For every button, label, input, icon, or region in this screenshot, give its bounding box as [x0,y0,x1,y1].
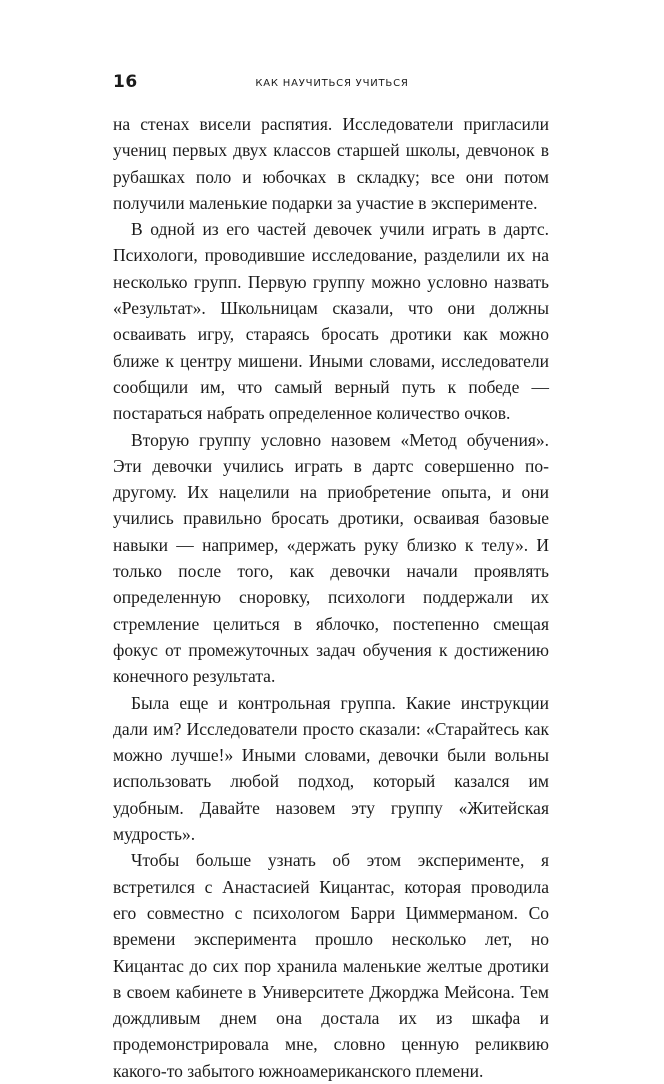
paragraph-2: В одной из его частей девочек учили играть в дартс. Психологи, проводившие исследование, разделили их на несколько групп. Первую группу можно условно назвать «Результат». Школьницам сказали, что они должны осваивать игру, стараясь бросать дротики как можно ближе к центру мишени. Иными словами, исследователи сообщили им, что самый верный путь к победе — постараться набрать определенное количество очков. [113,219,549,424]
paragraph-5: Чтобы больше узнать об этом эксперименте, я встретился с Анастасией Кицантас, которая проводила его совместно с психологом Барри Циммерманом. Со времени эксперимента прошло несколько лет, но Кицантас до сих пор хранила маленькие желтые дротики в своем кабинете в Университете Джорджа Мейсона. Тем дождливым днем она достала их из шкафа и продемонстрировала мне, словно ценную реликвию какого-то забытого южноамериканского племени. [113,850,549,1081]
running-head [113,72,551,96]
paragraph-4: Была еще и контрольная группа. Какие инструкции дали им? Исследователи просто сказали: «Старайтесь как можно лучше!» Иными словами, девочки были вольны использовать любой подход, который казался им удобным. Давайте назовем эту группу «Житейская мудрость». [113,692,549,845]
book-title: КАК НАУЧИТЬСЯ УЧИТЬСЯ [255,78,409,89]
page-number: 16 [113,72,138,92]
paragraph-1: на стенах висели распятия. Исследователи пригласили учениц первых двух классов старшей школы, девчонок в рубашках поло и юбочках в складку; все они потом получили маленькие подарки за участие в эксперименте. [113,114,549,213]
body-text [113,111,549,1084]
paragraph-3: Вторую группу условно назовем «Метод обучения». Эти девочки учились играть в дартс совершенно по-другому. Их нацелили на приобретение опыта, и они учились правильно бросать дротики, осваивая базовые навыки — например, «держать руку близко к телу». И только после того, как девочки начали проявлять определенную сноровку, психологи поддержали их стремление целиться в яблочко, постепенно смещая фокус от промежуточных задач обучения к достижению конечного результата. [113,429,549,687]
